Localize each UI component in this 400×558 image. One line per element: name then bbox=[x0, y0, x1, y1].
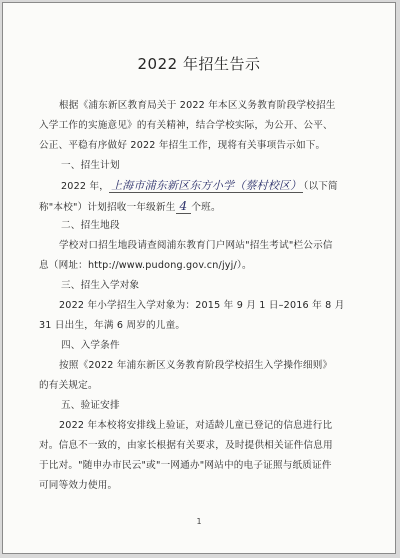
section-2-line-2: 息（网址：http://www.pudong.gov.cn/jyj/）。 bbox=[39, 260, 252, 271]
section-5-line-2: 对。信息不一致的，由家长根据有关要求，及时提供相关证件信息用 bbox=[39, 440, 333, 451]
handwritten-class-count: 4 bbox=[176, 199, 192, 214]
section-5-line-1: 2022 年本校将安排线上验证，对适龄儿童已登记的信息进行比 bbox=[59, 420, 333, 431]
section-5-line-3: 于比对。"随申办市民云"或"一网通办"网站中的电子证照与纸质证件 bbox=[39, 460, 332, 471]
section-5-heading: 五、验证安排 bbox=[61, 400, 120, 411]
handwritten-school-name: 上海市浦东新区东方小学（蔡村校区） bbox=[111, 179, 302, 192]
document-page bbox=[2, 2, 396, 554]
section-1-year: 2022 年， bbox=[61, 181, 110, 192]
intro-line-3: 公正、平稳有序做好 2022 年招生工作，现将有关事项告示如下。 bbox=[39, 140, 326, 151]
section-4-line-2: 的有关规定。 bbox=[39, 380, 98, 391]
section-4-line-1: 按照《2022 年浦东新区义务教育阶段学校招生入学操作细则》 bbox=[59, 360, 333, 371]
section-2-heading: 二、招生地段 bbox=[61, 220, 120, 231]
section-3-heading: 三、招生入学对象 bbox=[61, 280, 140, 291]
section-3-line-1: 2022 年小学招生入学对象为：2015 年 9 月 1 日–2016 年 8 月 bbox=[59, 300, 345, 311]
intro-line-1: 根据《浦东新区教育局关于 2022 年本区义务教育阶段学校招生 bbox=[59, 100, 336, 111]
section-4-heading: 四、入学条件 bbox=[61, 340, 120, 351]
page-title: 2022 年招生告示 bbox=[137, 55, 261, 73]
section-1-line-2-prefix: 称"本校"）计划招收一年级新生 bbox=[39, 202, 176, 213]
section-1-line-2 bbox=[39, 196, 366, 218]
section-1-after-school: （以下简 bbox=[303, 181, 338, 192]
intro-line-2: 入学工作的实施意见》的有关精神，结合学校实际，为公开、公平、 bbox=[39, 120, 333, 131]
section-1-line-1 bbox=[61, 176, 388, 197]
section-5-line-4: 可同等效力使用。 bbox=[39, 480, 118, 491]
section-2-line-1: 学校对口招生地段请查阅浦东教育门户网站"招生考试"栏公示信 bbox=[59, 240, 333, 251]
section-3-line-2: 31 日出生，年满 6 周岁的儿童。 bbox=[39, 320, 186, 331]
page-number: 1 bbox=[196, 517, 202, 526]
section-1-heading: 一、招生计划 bbox=[61, 160, 120, 171]
section-1-line-2-suffix: 个班。 bbox=[191, 202, 221, 213]
